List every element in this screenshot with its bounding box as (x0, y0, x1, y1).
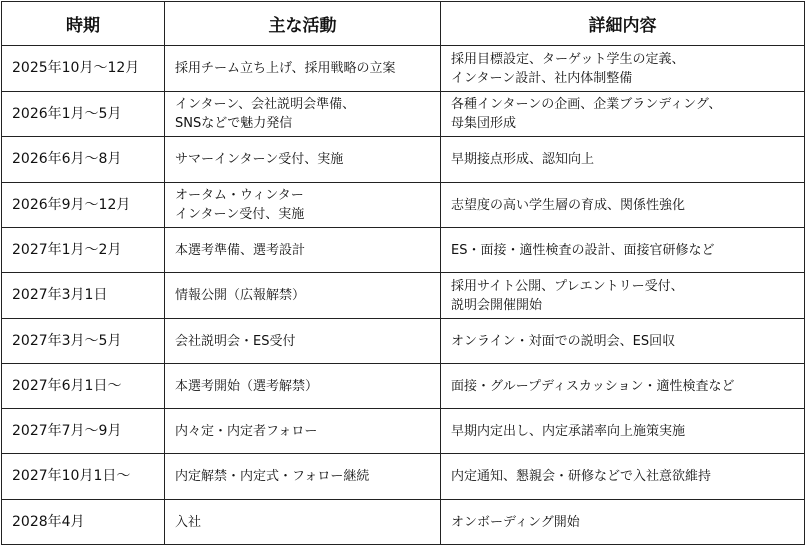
period-cell: 2026年9月～12月 (2, 183, 165, 228)
detail-line: 早期内定出し、内定承諾率向上施策実施 (451, 423, 686, 439)
period-cell: 2027年6月1日～ (2, 364, 165, 409)
period-cell: 2028年4月 (2, 500, 165, 545)
activity-line: 本選考開始（選考解禁） (175, 378, 319, 394)
detail-cell (441, 183, 805, 228)
activity-cell (165, 364, 441, 409)
activity-line: 内々定・内定者フォロー (175, 423, 318, 439)
activity-cell (165, 46, 441, 92)
detail-line: 早期接点形成、認知向上 (451, 152, 595, 167)
detail-cell (441, 500, 805, 545)
activity-line: SNSなどで魅力発信 (175, 116, 293, 131)
activity-cell (165, 319, 441, 364)
activity-line: 会社説明会・ES受付 (175, 333, 296, 349)
activity-cell (165, 183, 441, 228)
period-cell: 2027年7月～9月 (2, 409, 165, 454)
detail-cell (441, 92, 805, 137)
table-row (2, 92, 805, 137)
header-row (2, 2, 805, 46)
activity-cell (165, 137, 441, 183)
period-cell: 2027年3月1日 (2, 273, 165, 319)
detail-line: 採用目標設定、ターゲット学生の定義、 (451, 51, 685, 67)
detail-line: ES・面接・適性検査の設計、面接官研修など (451, 242, 715, 258)
detail-cell (441, 46, 805, 92)
activity-cell (165, 454, 441, 500)
detail-line: 説明会開催開始 (451, 297, 543, 313)
detail-line: 志望度の高い学生層の育成、関係性強化 (451, 197, 686, 213)
period-cell: 2027年1月～2月 (2, 228, 165, 273)
activity-line: 本選考準備、選考設計 (175, 242, 306, 258)
table-row (2, 137, 805, 183)
activity-line: 情報公開（広報解禁） (175, 288, 306, 303)
detail-line: オンボーディング開始 (451, 514, 580, 530)
detail-line: 母集団形成 (451, 116, 517, 131)
detail-cell (441, 364, 805, 409)
period-cell: 2027年10月1日～ (2, 454, 165, 500)
table-row (2, 273, 805, 319)
detail-line: 各種インターンの企画、企業ブランディング、 (451, 97, 722, 112)
detail-cell (441, 454, 805, 500)
detail-line: オンライン・対面での説明会、ES回収 (451, 333, 676, 349)
activity-cell (165, 500, 441, 545)
header-activity: 主な活動 (165, 2, 441, 46)
table-row (2, 46, 805, 92)
header-detail: 詳細内容 (441, 2, 805, 46)
detail-line: 面接・グループディスカッション・適性検査など (451, 378, 735, 394)
activity-line: 入社 (175, 514, 202, 530)
period-cell: 2027年3月～5月 (2, 319, 165, 364)
table-row (2, 364, 805, 409)
activity-cell (165, 273, 441, 319)
detail-line: インターン設計、社内体制整備 (451, 70, 633, 86)
activity-line: インターン受付、実施 (175, 207, 305, 222)
activity-line: 内定解禁・内定式・フォロー継続 (175, 469, 370, 484)
period-cell: 2025年10月～12月 (2, 46, 165, 92)
activity-cell (165, 228, 441, 273)
activity-cell (165, 92, 441, 137)
activity-cell (165, 409, 441, 454)
table-row (2, 183, 805, 228)
period-cell: 2026年1月～5月 (2, 92, 165, 137)
detail-line: 採用サイト公開、プレエントリー受付、 (451, 278, 684, 294)
table-row (2, 454, 805, 500)
table-row (2, 319, 805, 364)
activity-line: 採用チーム立ち上げ、採用戦略の立案 (175, 61, 396, 76)
detail-cell (441, 273, 805, 319)
activity-line: インターン、会社説明会準備、 (175, 97, 356, 112)
table-row (2, 228, 805, 273)
detail-cell (441, 137, 805, 183)
table-row (2, 409, 805, 454)
activity-line: オータム・ウィンター (175, 188, 304, 203)
recruitment-schedule-table (1, 1, 805, 545)
period-cell: 2026年6月～8月 (2, 137, 165, 183)
detail-line: 内定通知、懇親会・研修などで入社意欲維持 (451, 469, 712, 484)
header-period: 時期 (2, 2, 165, 46)
detail-cell (441, 228, 805, 273)
activity-line: サマーインターン受付、実施 (175, 152, 344, 167)
table-row (2, 500, 805, 545)
detail-cell (441, 409, 805, 454)
detail-cell (441, 319, 805, 364)
